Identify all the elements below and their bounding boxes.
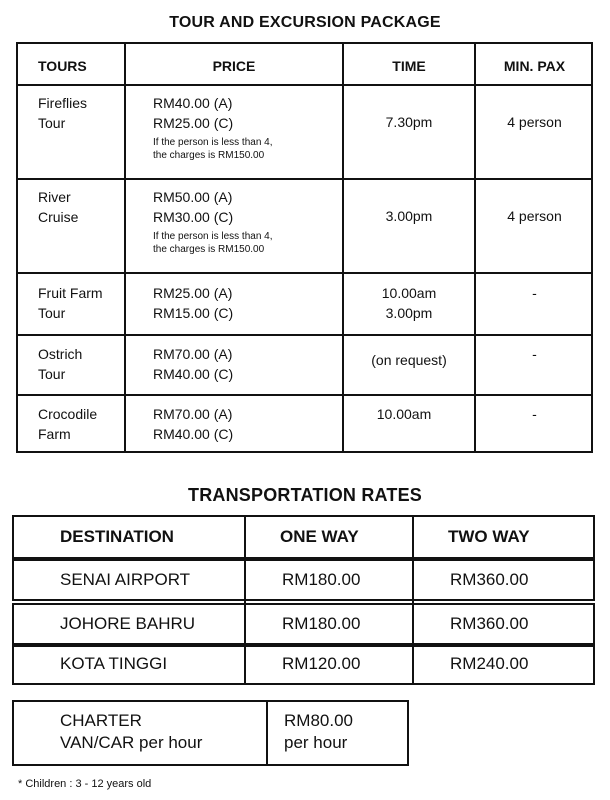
tour-time: 7.30pm	[385, 114, 433, 130]
tour-price: RM25.00 (A) RM15.00 (C)	[153, 285, 234, 321]
tour-name: Fruit Farm Tour	[38, 285, 103, 321]
tour-price: RM70.00 (A) RM40.00 (C)	[153, 346, 234, 382]
one-way-rate: RM180.00	[282, 614, 361, 633]
tour-name: River Cruise	[38, 189, 79, 225]
tour-price: RM70.00 (A) RM40.00 (C)	[153, 406, 234, 442]
destination: KOTA TINGGI	[60, 654, 168, 673]
tour-table	[16, 42, 593, 453]
price-note: If the person is less than 4, the charges is RM150.00	[153, 137, 273, 161]
charter-label: CHARTER VAN/CAR per hour	[60, 711, 203, 752]
tour-time: (on request)	[371, 352, 447, 368]
tour-pax: 4 person	[507, 114, 562, 130]
tour-time: 10.00am 3.00pm	[381, 285, 437, 321]
header-tours: TOURS	[38, 58, 87, 74]
price-note: If the person is less than 4, the charges is RM150.00	[153, 231, 273, 255]
header-min-pax: MIN. PAX	[503, 58, 566, 74]
two-way-rate: RM360.00	[450, 614, 529, 633]
tour-pax: -	[532, 285, 537, 301]
tour-package-title: TOUR AND EXCURSION PACKAGE	[169, 14, 441, 31]
tour-time: 3.00pm	[385, 208, 433, 224]
header-one-way: ONE WAY	[280, 527, 359, 546]
tour-pax: 4 person	[507, 208, 562, 224]
one-way-rate: RM180.00	[282, 570, 361, 589]
destination: JOHORE BAHRU	[60, 614, 196, 633]
tour-pax: -	[532, 346, 537, 362]
tour-time: 10.00am	[376, 406, 432, 422]
header-time: TIME	[392, 58, 426, 74]
header-two-way: TWO WAY	[448, 527, 530, 546]
destination: SENAI AIRPORT	[60, 570, 191, 589]
tour-name: Ostrich Tour	[38, 346, 83, 382]
tour-name: Crocodile Farm	[38, 406, 98, 442]
transport-title: TRANSPORTATION RATES	[188, 485, 422, 505]
two-way-rate: RM240.00	[450, 654, 529, 673]
two-way-rate: RM360.00	[450, 570, 529, 589]
charter-price: RM80.00 per hour	[284, 711, 353, 752]
tour-pax: -	[532, 406, 537, 422]
one-way-rate: RM120.00	[282, 654, 361, 673]
tour-price: RM40.00 (A) RM25.00 (C) If the person is less than 4, the charges is RM150.00	[153, 95, 273, 161]
header-price: PRICE	[212, 58, 256, 74]
header-destination: DESTINATION	[60, 527, 174, 546]
footnote: * Children : 3 - 12 years old	[18, 778, 152, 790]
tour-name: Fireflies Tour	[38, 95, 88, 131]
tour-price: RM50.00 (A) RM30.00 (C) If the person is less than 4, the charges is RM150.00	[153, 189, 273, 255]
